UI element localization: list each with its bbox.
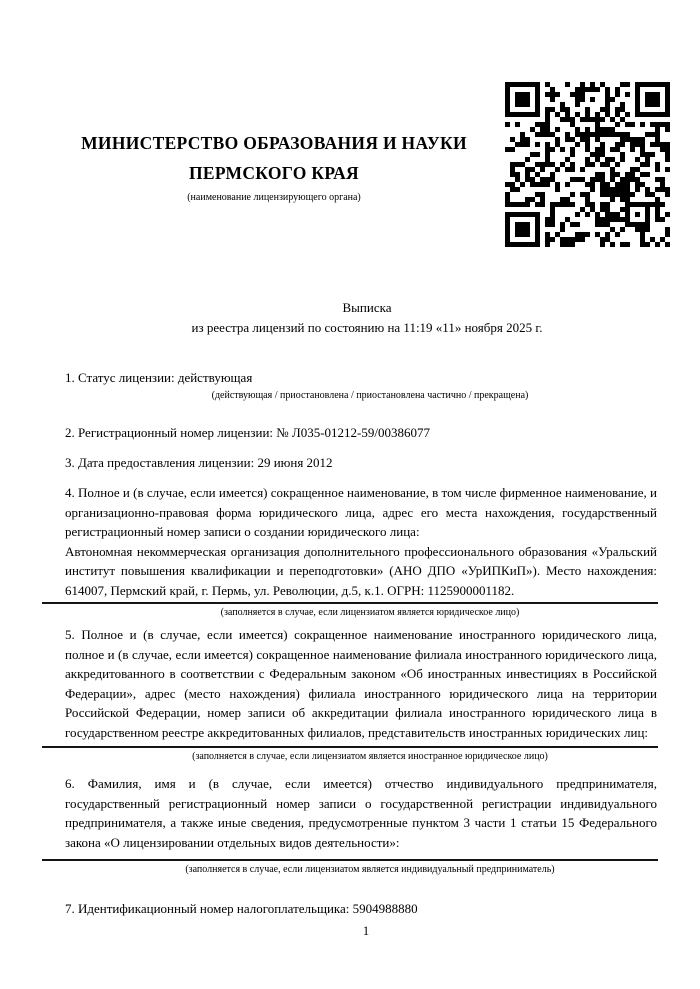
clause-caption: (заполняется в случае, если лицензиатом является иностранное юридическое лицо) <box>192 751 548 762</box>
clause-foreign-entity <box>65 625 657 763</box>
page-number: 1 <box>362 924 370 938</box>
clause-registration-number <box>65 423 657 443</box>
clause-individual-entrepreneur <box>65 774 657 876</box>
fill-in-rule <box>42 602 658 604</box>
fill-in-rule <box>42 859 658 861</box>
org-name-line1: МИНИСТЕРСТВО ОБРАЗОВАНИЯ И НАУКИ <box>81 133 467 153</box>
clause-taxpayer-id <box>65 899 657 919</box>
clause-text: 1. Статус лицензии: действующая <box>65 370 253 385</box>
org-name-caption: (наименование лицензирующего органа) <box>187 192 361 203</box>
clause-text: 2. Регистрационный номер лицензии: № Л035-01212-59/00386077 <box>65 425 431 440</box>
clause-legal-entity-name <box>65 483 657 619</box>
document-title <box>65 298 657 338</box>
document-body <box>65 0 657 989</box>
clause-text: 3. Дата предоставления лицензии: 29 июня 2012 <box>65 455 333 470</box>
title-line2: из реестра лицензий по состоянию на 11:19 «11» ноября 2025 г. <box>191 320 543 335</box>
fill-in-rule <box>42 746 658 748</box>
clause-text: 6. Фамилия, имя и (в случае, если имеется) отчество индивидуального предпринимателя, государственный регистрационный номер записи о государственной регистрации индивидуального предпринимателя, а также иные сведения, предусмотренные пунктом 3 части 1 статьи 15 Федерального закона «О лицензировании отдельных видов деятельности»: <box>65 776 657 850</box>
org-name-line2: ПЕРМСКОГО КРАЯ <box>189 163 359 183</box>
clause-caption: (заполняется в случае, если лицензиатом является юридическое лицо) <box>220 607 520 618</box>
clause-value: Автономная некоммерческая организация дополнительного профессионального образования «Уральский институт повышения квалификации и переподготовки» (АНО ДПО «УрИПКиП»). Место нахождения: 614007, Пермский край, г. Пермь, ул. Революции, д.5, к.1. ОГРН: 1125900001182. <box>65 543 657 598</box>
clause-caption: (заполняется в случае, если лицензиатом является индивидуальный предприниматель) <box>185 864 555 875</box>
clause-caption: (действующая / приостановлена / приостановлена частично / прекращена) <box>211 389 529 401</box>
clause-license-grant-date <box>65 453 657 473</box>
clause-text: 5. Полное и (в случае, если имеется) сокращенное наименование иностранного юридического лица, полное и (в случае, если имеется) сокращенное наименование филиала иностранного юридического лица, аккредитованного в соответствии с Федеральным законом «Об иностранных инвестициях в Российской Федерации», адрес (место нахождения) филиала иностранного юридического лица на территории Российской Федерации, номер записи об аккредитации филиала иностранного юридического лица в государственном реестре аккредитованных филиалов, представительств иностранных юридических лиц: <box>65 627 657 740</box>
clause-text: 7. Идентификационный номер налогоплательщика: 5904988880 <box>65 901 418 916</box>
title-line1: Выписка <box>342 300 392 315</box>
clause-text: 4. Полное и (в случае, если имеется) сокращенное наименование, в том числе фирменное наименование, и организационно-правовая форма юридического лица, адрес его места нахождения, государственный регистрационный номер записи о создании юридического лица: <box>65 485 657 539</box>
clause-license-status <box>65 368 657 402</box>
